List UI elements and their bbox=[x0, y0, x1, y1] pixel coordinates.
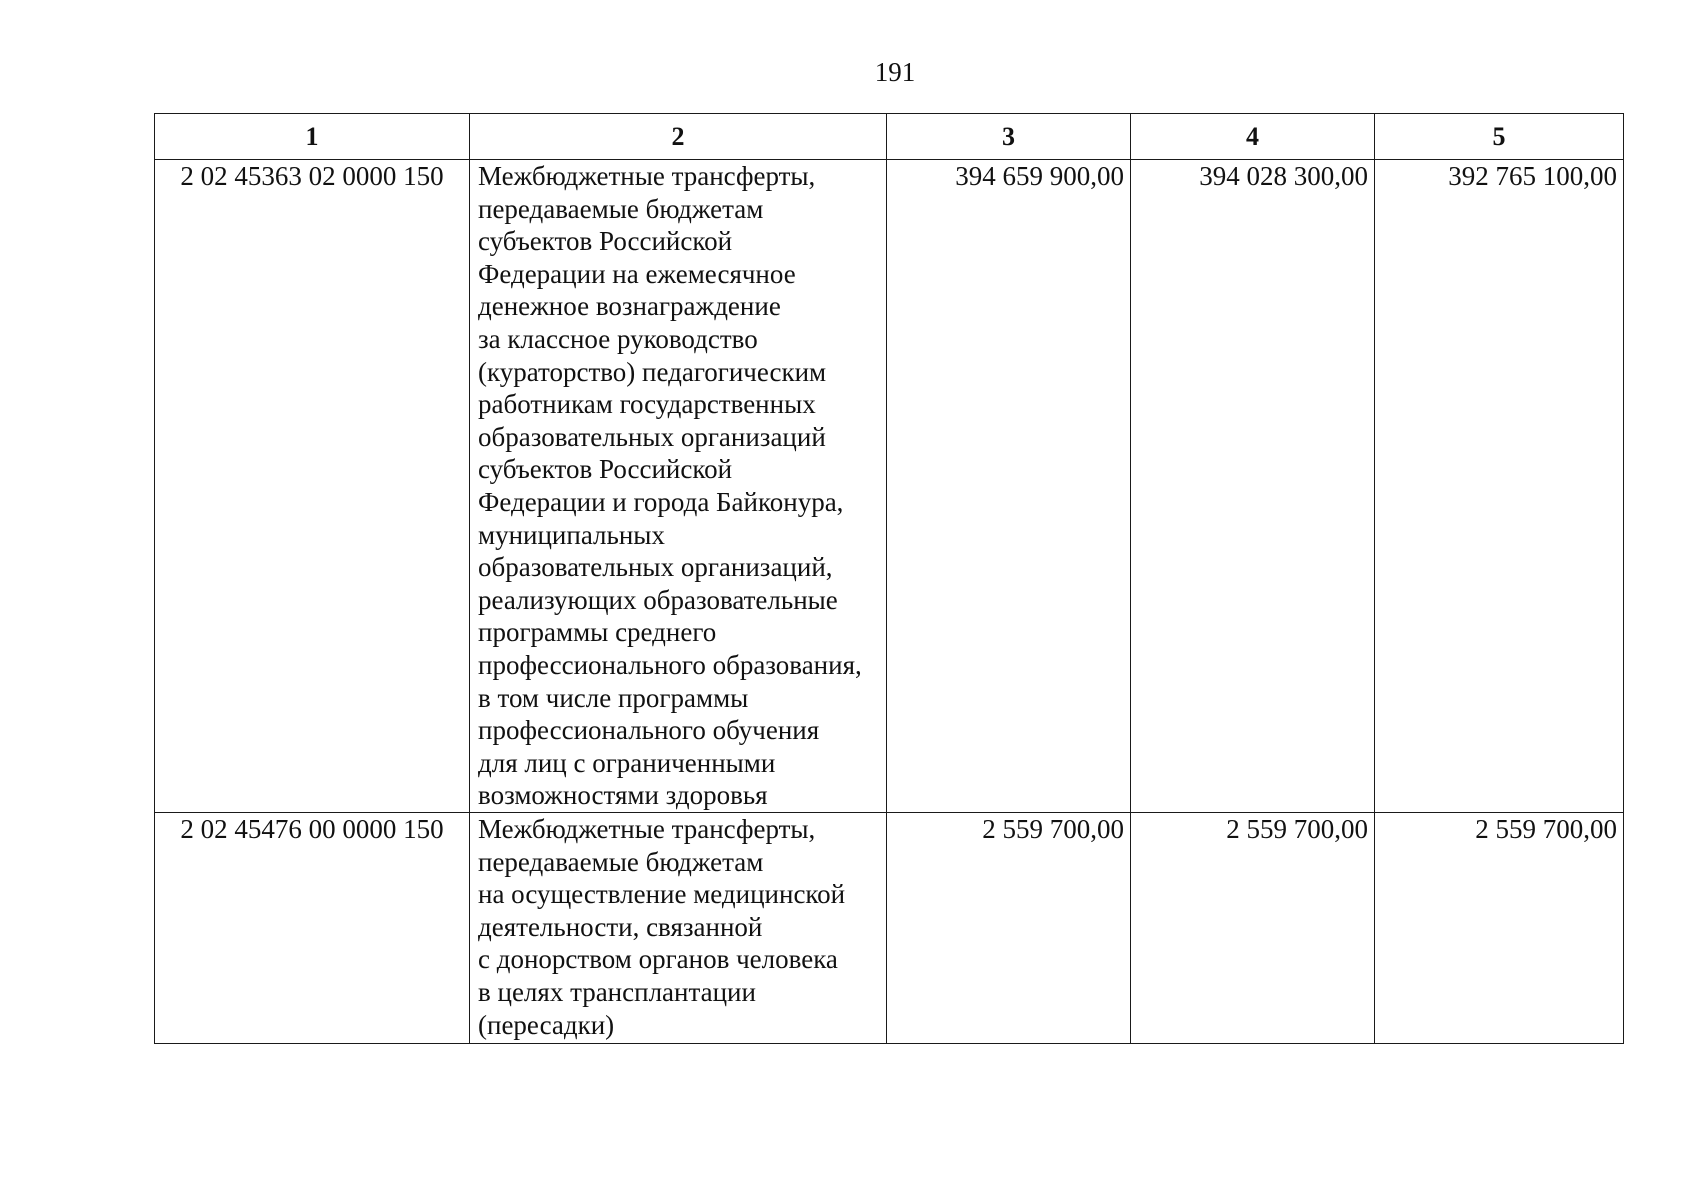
table-header-row bbox=[155, 114, 1624, 160]
budget-code-cell: 2 02 45476 00 0000 150 bbox=[155, 813, 470, 1044]
description-line: профессионального обучения bbox=[478, 715, 820, 746]
description-line: с донорством органов человека bbox=[478, 944, 838, 975]
description-line: профессионального образования, bbox=[478, 649, 862, 680]
column-header-1: 1 bbox=[155, 114, 470, 160]
description-line: Межбюджетные трансферты, bbox=[478, 161, 816, 191]
description-line: Федерации и города Байконура, bbox=[478, 486, 844, 517]
description-line: субъектов Российской bbox=[478, 226, 733, 257]
table-row bbox=[155, 160, 1624, 813]
page-number: 191 bbox=[874, 57, 916, 87]
description-line: реализующих образовательные bbox=[478, 584, 838, 615]
description-line: на осуществление медицинской bbox=[478, 879, 846, 910]
description-line: в том числе программы bbox=[478, 682, 749, 713]
description-line: (кураторство) педагогическим bbox=[478, 356, 827, 387]
description-line: муниципальных bbox=[478, 519, 665, 550]
description-line: деятельности, связанной bbox=[478, 911, 763, 942]
column-header-5: 5 bbox=[1375, 114, 1624, 160]
description-line: субъектов Российской bbox=[478, 454, 733, 485]
description-line: образовательных организаций, bbox=[478, 552, 833, 583]
amount-col3-cell: 394 659 900,00 bbox=[887, 160, 1131, 813]
description-line: Федерации на ежемесячное bbox=[478, 258, 796, 289]
description-line: передаваемые бюджетам bbox=[478, 193, 764, 224]
budget-code-cell: 2 02 45363 02 0000 150 bbox=[155, 160, 470, 813]
column-header-3: 3 bbox=[887, 114, 1131, 160]
description-line: работникам государственных bbox=[478, 389, 816, 420]
amount-col5-cell: 392 765 100,00 bbox=[1375, 160, 1624, 813]
description-line: (пересадки) bbox=[478, 1009, 615, 1040]
amount-col4-cell: 2 559 700,00 bbox=[1131, 813, 1375, 1044]
description-line: передаваемые бюджетам bbox=[478, 846, 764, 877]
description-line: программы среднего bbox=[478, 617, 717, 648]
description-line: за классное руководство bbox=[478, 323, 758, 354]
amount-col4-cell: 394 028 300,00 bbox=[1131, 160, 1375, 813]
column-header-2: 2 bbox=[470, 114, 887, 160]
amount-col5-cell: 2 559 700,00 bbox=[1375, 813, 1624, 1044]
description-line: образовательных организаций bbox=[478, 421, 826, 452]
description-line: Межбюджетные трансферты, bbox=[478, 814, 816, 844]
description-cell bbox=[470, 160, 887, 813]
description-cell bbox=[470, 813, 887, 1044]
description-line: возможностями здоровья bbox=[478, 780, 768, 811]
column-header-4: 4 bbox=[1131, 114, 1375, 160]
amount-col3-cell: 2 559 700,00 bbox=[887, 813, 1131, 1044]
budget-table bbox=[154, 113, 1624, 1044]
description-line: для лиц с ограниченными bbox=[478, 747, 776, 778]
description-line: денежное вознаграждение bbox=[478, 291, 781, 322]
description-line: в целях трансплантации bbox=[478, 976, 756, 1007]
table-row bbox=[155, 813, 1624, 1044]
